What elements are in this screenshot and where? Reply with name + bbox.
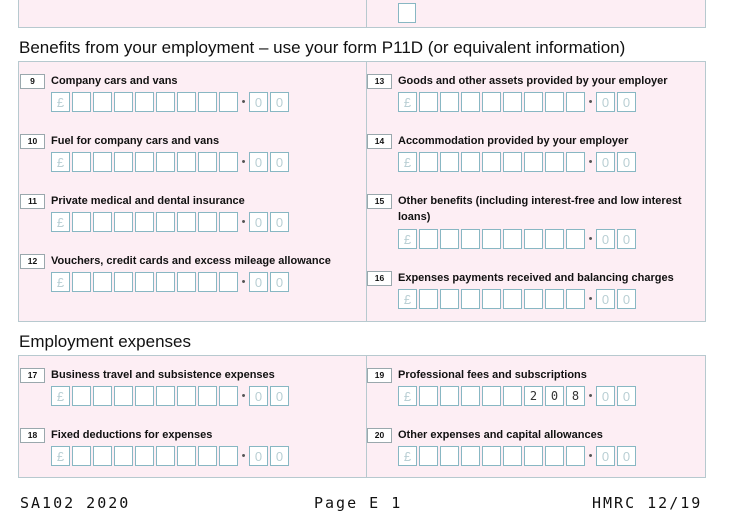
digit-box[interactable] xyxy=(524,289,543,309)
pound-sign-icon: £ xyxy=(398,229,417,249)
digit-box[interactable] xyxy=(440,229,459,249)
box-number: 9 xyxy=(20,74,45,89)
box-number: 17 xyxy=(20,368,45,383)
digit-box[interactable] xyxy=(156,152,175,172)
digit-box[interactable] xyxy=(72,152,91,172)
field-label: Company cars and vans xyxy=(51,75,178,87)
field-label: Expenses payments received and balancing charges xyxy=(398,272,674,284)
decimal-point: • xyxy=(241,156,246,168)
field-label: Other benefits (including interest-free and low interest loans) xyxy=(398,195,682,223)
amount-input[interactable] xyxy=(51,446,291,466)
amount-input[interactable] xyxy=(51,92,291,112)
digit-box[interactable] xyxy=(419,446,438,466)
digit-box[interactable] xyxy=(440,289,459,309)
digit-box[interactable] xyxy=(156,386,175,406)
digit-box[interactable] xyxy=(177,152,196,172)
amount-input[interactable] xyxy=(398,386,638,406)
digit-box[interactable] xyxy=(198,92,217,112)
amount-input[interactable] xyxy=(398,229,638,249)
pence-box[interactable]: 0 xyxy=(270,212,289,232)
panel-divider xyxy=(366,0,367,27)
field-label: Fuel for company cars and vans xyxy=(51,135,220,147)
digit-box[interactable] xyxy=(419,152,438,172)
digit-box[interactable] xyxy=(461,152,480,172)
digit-box[interactable] xyxy=(198,386,217,406)
pence-box[interactable]: 0 xyxy=(270,386,289,406)
pence-box[interactable]: 0 xyxy=(596,229,615,249)
digit-box[interactable] xyxy=(545,229,564,249)
pence-box[interactable]: 0 xyxy=(617,289,636,309)
digit-box[interactable] xyxy=(566,152,585,172)
digit-box[interactable] xyxy=(524,92,543,112)
digit-box[interactable] xyxy=(503,229,522,249)
digit-box[interactable] xyxy=(419,386,438,406)
digit-box[interactable] xyxy=(419,92,438,112)
digit-box[interactable] xyxy=(93,386,112,406)
digit-box[interactable]: 0 xyxy=(545,386,564,406)
digit-box[interactable] xyxy=(566,446,585,466)
decimal-point: • xyxy=(241,96,246,108)
field-label: Accommodation provided by your employer xyxy=(398,135,629,147)
digit-box[interactable] xyxy=(177,272,196,292)
digit-box[interactable] xyxy=(566,289,585,309)
decimal-point: • xyxy=(241,276,246,288)
amount-input[interactable] xyxy=(51,212,291,232)
digit-box[interactable] xyxy=(566,92,585,112)
digit-box[interactable] xyxy=(72,386,91,406)
decimal-point: • xyxy=(588,233,593,245)
digit-box[interactable] xyxy=(93,272,112,292)
field-label: Vouchers, credit cards and excess mileage allowance xyxy=(51,255,331,267)
pound-sign-icon: £ xyxy=(51,272,70,292)
digit-box[interactable] xyxy=(461,289,480,309)
box-number: 14 xyxy=(367,134,392,149)
pence-box[interactable]: 0 xyxy=(617,229,636,249)
pound-sign-icon: £ xyxy=(51,386,70,406)
digit-box[interactable] xyxy=(524,229,543,249)
digit-box[interactable] xyxy=(524,152,543,172)
pound-sign-icon: £ xyxy=(398,92,417,112)
digit-box[interactable] xyxy=(482,229,501,249)
digit-box[interactable] xyxy=(114,212,133,232)
digit-box[interactable] xyxy=(219,212,238,232)
digit-box[interactable] xyxy=(461,92,480,112)
digit-box[interactable]: 8 xyxy=(566,386,585,406)
pence-box[interactable]: 0 xyxy=(249,386,268,406)
digit-box[interactable] xyxy=(198,152,217,172)
previous-section-box[interactable] xyxy=(398,3,416,23)
digit-box[interactable] xyxy=(198,272,217,292)
pence-box[interactable]: 0 xyxy=(270,446,289,466)
box-number: 18 xyxy=(20,428,45,443)
field-label: Professional fees and subscriptions xyxy=(398,369,587,381)
digit-box[interactable] xyxy=(545,289,564,309)
digit-box[interactable] xyxy=(72,92,91,112)
digit-box[interactable] xyxy=(156,92,175,112)
digit-box[interactable] xyxy=(503,152,522,172)
pence-box[interactable]: 0 xyxy=(617,386,636,406)
digit-box[interactable] xyxy=(135,386,154,406)
digit-box[interactable] xyxy=(114,152,133,172)
pound-sign-icon: £ xyxy=(51,152,70,172)
digit-box[interactable] xyxy=(461,386,480,406)
pence-box[interactable]: 0 xyxy=(617,446,636,466)
decimal-point: • xyxy=(588,156,593,168)
previous-section-panel xyxy=(18,0,706,28)
digit-box[interactable] xyxy=(503,289,522,309)
footer-form-id: SA102 2020 xyxy=(20,494,131,512)
pence-box[interactable]: 0 xyxy=(249,212,268,232)
field-label: Business travel and subsistence expenses xyxy=(51,369,275,381)
footer-page-number: Page E 1 xyxy=(314,494,403,512)
digit-box[interactable] xyxy=(482,92,501,112)
digit-box[interactable] xyxy=(177,446,196,466)
box-number: 11 xyxy=(20,194,45,209)
amount-input[interactable] xyxy=(398,152,638,172)
pound-sign-icon: £ xyxy=(51,92,70,112)
pound-sign-icon: £ xyxy=(398,152,417,172)
decimal-point: • xyxy=(588,293,593,305)
digit-box[interactable] xyxy=(93,446,112,466)
pence-box[interactable]: 0 xyxy=(596,152,615,172)
digit-box[interactable] xyxy=(177,92,196,112)
pence-box[interactable]: 0 xyxy=(249,92,268,112)
pence-box[interactable]: 0 xyxy=(617,92,636,112)
box-number: 15 xyxy=(367,194,392,209)
digit-box[interactable] xyxy=(72,212,91,232)
digit-box[interactable] xyxy=(503,92,522,112)
digit-box[interactable] xyxy=(114,386,133,406)
pence-box[interactable]: 0 xyxy=(596,92,615,112)
digit-box[interactable]: 2 xyxy=(524,386,543,406)
digit-box[interactable] xyxy=(440,92,459,112)
digit-box[interactable] xyxy=(156,446,175,466)
box-number: 13 xyxy=(367,74,392,89)
digit-box[interactable] xyxy=(219,272,238,292)
pound-sign-icon: £ xyxy=(398,386,417,406)
pence-box[interactable]: 0 xyxy=(270,152,289,172)
decimal-point: • xyxy=(588,390,593,402)
digit-box[interactable] xyxy=(545,446,564,466)
digit-box[interactable] xyxy=(440,152,459,172)
digit-box[interactable] xyxy=(93,152,112,172)
box-number: 19 xyxy=(367,368,392,383)
decimal-point: • xyxy=(241,450,246,462)
digit-box[interactable] xyxy=(177,386,196,406)
digit-box[interactable] xyxy=(482,446,501,466)
pence-box[interactable]: 0 xyxy=(596,386,615,406)
pence-box[interactable]: 0 xyxy=(270,92,289,112)
digit-box[interactable] xyxy=(198,212,217,232)
digit-box[interactable] xyxy=(503,446,522,466)
pound-sign-icon: £ xyxy=(51,446,70,466)
digit-box[interactable] xyxy=(135,92,154,112)
pound-sign-icon: £ xyxy=(51,212,70,232)
expenses-section-title: Employment expenses xyxy=(19,332,191,351)
digit-box[interactable] xyxy=(482,152,501,172)
box-number: 16 xyxy=(367,271,392,286)
pound-sign-icon: £ xyxy=(398,446,417,466)
amount-input[interactable] xyxy=(51,386,291,406)
decimal-point: • xyxy=(588,450,593,462)
pence-box[interactable]: 0 xyxy=(249,446,268,466)
pence-box[interactable]: 0 xyxy=(249,152,268,172)
digit-box[interactable] xyxy=(440,386,459,406)
pence-box[interactable]: 0 xyxy=(596,446,615,466)
digit-box[interactable] xyxy=(72,446,91,466)
digit-box[interactable] xyxy=(545,92,564,112)
digit-box[interactable] xyxy=(219,152,238,172)
digit-box[interactable] xyxy=(482,289,501,309)
decimal-point: • xyxy=(241,390,246,402)
digit-box[interactable] xyxy=(156,272,175,292)
digit-box[interactable] xyxy=(156,212,175,232)
digit-box[interactable] xyxy=(135,212,154,232)
pence-box[interactable]: 0 xyxy=(596,289,615,309)
digit-box[interactable] xyxy=(93,92,112,112)
amount-input[interactable] xyxy=(398,289,638,309)
digit-box[interactable] xyxy=(419,229,438,249)
field-label: Goods and other assets provided by your employer xyxy=(398,75,668,87)
digit-box[interactable] xyxy=(566,229,585,249)
benefits-section-title: Benefits from your employment – use your form P11D (or equivalent information) xyxy=(19,38,626,57)
pence-box[interactable]: 0 xyxy=(617,152,636,172)
digit-box[interactable] xyxy=(135,272,154,292)
digit-box[interactable] xyxy=(440,446,459,466)
field-label: Other expenses and capital allowances xyxy=(398,429,603,441)
digit-box[interactable] xyxy=(135,446,154,466)
digit-box[interactable] xyxy=(219,386,238,406)
pence-box[interactable]: 0 xyxy=(249,272,268,292)
box-number: 10 xyxy=(20,134,45,149)
digit-box[interactable] xyxy=(72,272,91,292)
digit-box[interactable] xyxy=(461,446,480,466)
field-label: Fixed deductions for expenses xyxy=(51,429,213,441)
digit-box[interactable] xyxy=(114,272,133,292)
digit-box[interactable] xyxy=(93,212,112,232)
digit-box[interactable] xyxy=(114,446,133,466)
decimal-point: • xyxy=(588,96,593,108)
field-label: Private medical and dental insurance xyxy=(51,195,245,207)
footer-version: HMRC 12/19 xyxy=(592,494,703,512)
decimal-point: • xyxy=(241,216,246,228)
box-number: 20 xyxy=(367,428,392,443)
digit-box[interactable] xyxy=(198,446,217,466)
digit-box[interactable] xyxy=(419,289,438,309)
amount-input[interactable] xyxy=(398,92,638,112)
digit-box[interactable] xyxy=(524,446,543,466)
digit-box[interactable] xyxy=(482,386,501,406)
digit-box[interactable] xyxy=(503,386,522,406)
pence-box[interactable]: 0 xyxy=(270,272,289,292)
digit-box[interactable] xyxy=(219,446,238,466)
digit-box[interactable] xyxy=(461,229,480,249)
digit-box[interactable] xyxy=(135,152,154,172)
digit-box[interactable] xyxy=(219,92,238,112)
digit-box[interactable] xyxy=(177,212,196,232)
amount-input[interactable] xyxy=(398,446,638,466)
digit-box[interactable] xyxy=(114,92,133,112)
amount-input[interactable] xyxy=(51,152,291,172)
amount-input[interactable] xyxy=(51,272,291,292)
digit-box[interactable] xyxy=(545,152,564,172)
pound-sign-icon: £ xyxy=(398,289,417,309)
box-number: 12 xyxy=(20,254,45,269)
